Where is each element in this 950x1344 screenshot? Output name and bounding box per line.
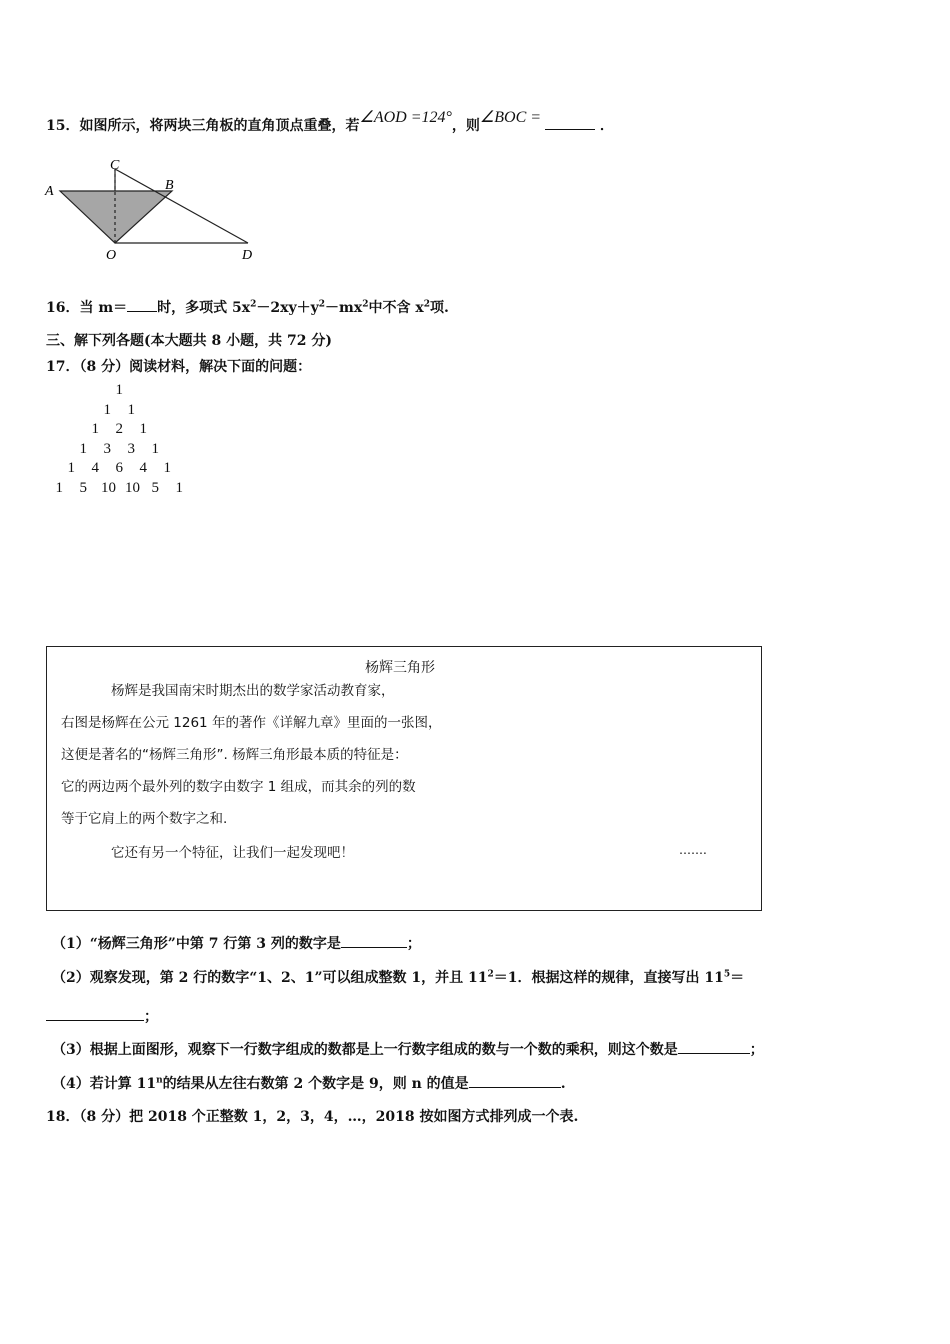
q15-text: 15．如图所示，将两块三角板的直角顶点重叠，若∠AOD =124°，则∠BOC = ． [46, 109, 614, 134]
triangle-number: 5 [151, 479, 159, 496]
triangle-number: 5 [79, 479, 87, 496]
label-b: B [165, 178, 174, 193]
box-line-4: 它的两边两个最外列的数字由数字 1 组成，而其余的列的数 [61, 779, 416, 795]
q16-text: 16．当 m＝ 时，多项式 $5x^2-2xy+y^2-mx^2$中不含 $x^2$项. [46, 297, 449, 317]
triangle-number: 10 [101, 479, 116, 496]
q17-part-4: （4）若计算 11$^n$的结果从左往右数第 2 个数字是 9，则 n 的值是 . [52, 1073, 566, 1093]
triangle-number: 3 [103, 440, 111, 457]
section-3-heading: 三、解下列各题(本大题共 8 小题，共 72 分) [46, 333, 332, 349]
triangle-number: 1 [115, 382, 123, 398]
p4-answer-blank[interactable] [469, 1073, 561, 1088]
triangle-number: 1 [67, 460, 75, 476]
box-title: 杨辉三角形 [365, 660, 435, 676]
triangle-number: 1 [103, 401, 111, 418]
triangle-number: 1 [127, 401, 135, 418]
q17-part-3: （3）根据上面图形，观察下一行数字组成的数都是上一行数字组成的数与一个数的乘积，则这个数是 ； [52, 1039, 764, 1059]
q16-answer-blank[interactable] [127, 297, 157, 312]
yanghui-info-box [46, 646, 762, 911]
triangle-number: 6 [115, 460, 123, 476]
shaded-triangle [60, 191, 172, 243]
yanghui-triangle [50, 382, 200, 507]
box-line-5: 等于它肩上的两个数字之和. [61, 811, 228, 827]
triangle-number: 1 [79, 440, 87, 457]
triangle-number: 1 [91, 421, 99, 437]
label-o: O [106, 248, 117, 263]
triangle-number: 1 [175, 479, 183, 496]
q15-answer-blank[interactable] [545, 115, 595, 130]
box-ellipsis: ……. [679, 843, 707, 857]
angle-boc: ∠BOC = [479, 109, 542, 126]
q18-text: 18．（8 分）把 2018 个正整数 1，2，3，4，…，2018 按如图方式排列成一个表. [46, 1109, 579, 1125]
p1-answer-blank[interactable] [341, 933, 407, 948]
angle-aod: ∠AOD =124° [359, 109, 452, 126]
box-line-3: 这便是著名的“杨辉三角形”. 杨辉三角形最本质的特征是： [61, 747, 408, 763]
q17-part-2-answer: ； [46, 1006, 158, 1026]
triangle-number: 1 [55, 479, 63, 496]
q17-part-2: （2）观察发现，第 2 行的数字“1、2、1”可以组成整数 1，并且 $11^2=1$．根据这样的规律，直接写出 $11^5=$ [52, 969, 745, 986]
label-a: A [45, 184, 54, 199]
triangle-number: 1 [151, 440, 159, 457]
triangle-number: 4 [139, 460, 147, 476]
label-d: D [242, 248, 253, 263]
triangle-number: 3 [127, 440, 135, 457]
triangle-number: 2 [115, 421, 123, 437]
triangle-figure [40, 155, 270, 265]
triangle-number: 10 [125, 479, 140, 496]
triangle-number: 1 [163, 460, 171, 476]
label-c: C [110, 158, 120, 173]
box-line-1: 杨辉是我国南宋时期杰出的数学家活动教育家， [111, 683, 395, 699]
box-line-2: 右图是杨辉在公元 1261 年的著作《详解九章》里面的一张图， [61, 715, 442, 731]
q17-intro: 17．（8 分）阅读材料，解决下面的问题： [46, 359, 312, 375]
p3-answer-blank[interactable] [678, 1039, 750, 1054]
triangle-number: 1 [139, 421, 147, 437]
box-line-6: 它还有另一个特征，让我们一起发现吧！ [111, 845, 354, 861]
triangle-number: 4 [91, 460, 99, 476]
q17-part-1: （1）“杨辉三角形”中第 7 行第 3 列的数字是 ； [52, 933, 421, 953]
p2-answer-blank[interactable] [46, 1006, 144, 1021]
